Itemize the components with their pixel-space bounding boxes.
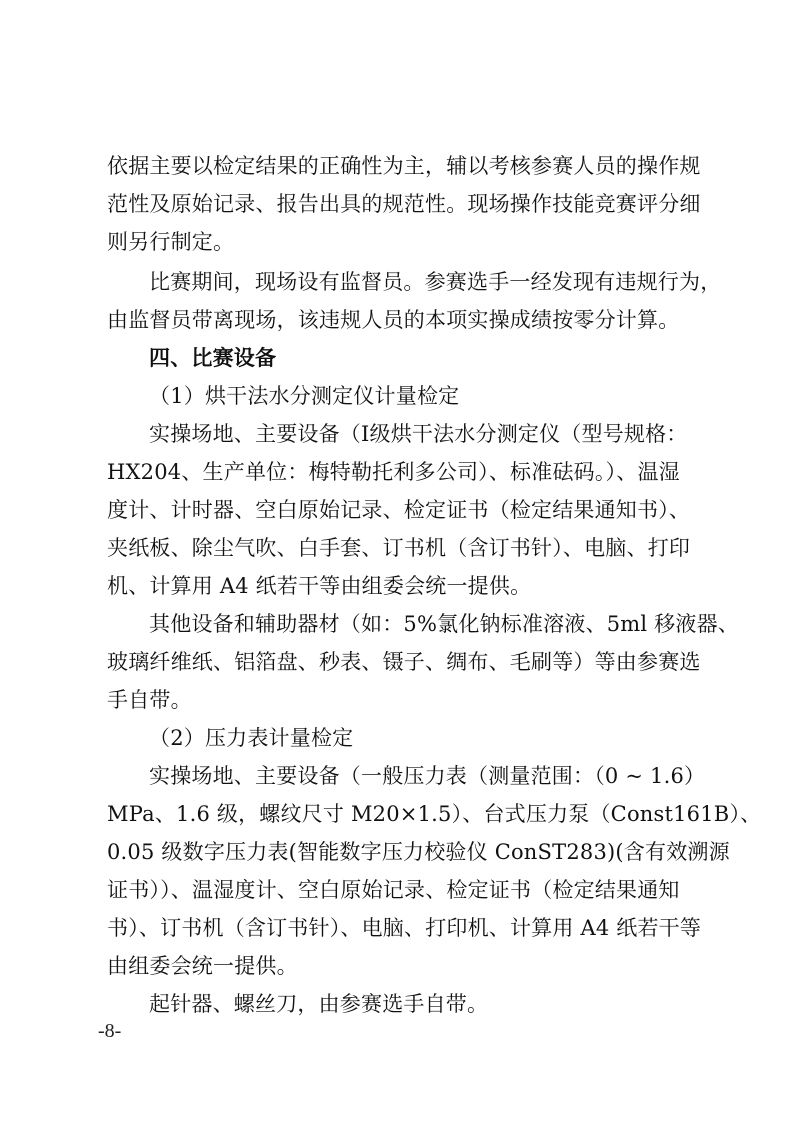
body-text-line: 其他设备和辅助器材（如：5%氯化钠标准溶液、5ml 移液器、 [149, 612, 739, 636]
body-text-line: 范性及原始记录、报告出具的规范性。现场操作技能竞赛评分细 [107, 192, 701, 216]
body-text-line: 玻璃纤维纸、铝箔盘、秒表、镊子、绸布、毛刷等）等由参赛选 [107, 650, 701, 674]
subsection-heading: （2）压力表计量检定 [149, 726, 354, 750]
body-text-line: MPa、1.6 级，螺纹尺寸 M20×1.5）、台式压力泵（Const161B）、 [107, 802, 762, 826]
body-text-line: 手自带。 [107, 688, 192, 712]
body-text-line: 书）、订书机（含订书针）、电脑、打印机、计算用 A4 纸若干等 [107, 916, 702, 940]
body-text-line: 比赛期间，现场设有监督员。参赛选手一经发现有违规行为， [149, 270, 722, 294]
body-text-line: 夹纸板、除尘气吹、白手套、订书机（含订书针）、电脑、打印 [107, 536, 691, 560]
body-text-line: 机、计算用 A4 纸若干等由组委会统一提供。 [107, 574, 532, 598]
body-text-line: 由监督员带离现场，该违规人员的本项实操成绩按零分计算。 [107, 308, 680, 332]
body-text-line: HX204、生产单位：梅特勒托利多公司）、标准砝码。）、温湿 [107, 460, 680, 484]
body-text-line: 实操场地、主要设备（Ⅰ级烘干法水分测定仪（型号规格： [149, 422, 688, 446]
body-text-line: 实操场地、主要设备（一般压力表（测量范围：（0 ~ 1.6） [149, 764, 706, 788]
body-text-line: 依据主要以检定结果的正确性为主，辅以考核参赛人员的操作规 [107, 154, 701, 178]
body-text-line: 由组委会统一提供。 [107, 954, 298, 978]
subsection-heading: （1）烘干法水分测定仪计量检定 [149, 384, 460, 408]
body-text-line: 起针器、螺丝刀，由参赛选手自带。 [149, 992, 489, 1016]
section-heading: 四、比赛设备 [149, 346, 277, 370]
body-text-line: 度计、计时器、空白原始记录、检定证书（检定结果通知书）、 [107, 498, 691, 522]
body-text-line: 0.05 级数字压力表(智能数字压力校验仪 ConST283)(含有效溯源 [107, 840, 730, 864]
body-text-line: 证书））、温湿度计、空白原始记录、检定证书（检定结果通知 [107, 878, 680, 902]
page-number: -8- [98, 1020, 122, 1042]
body-text-line: 则另行制定。 [107, 230, 235, 254]
